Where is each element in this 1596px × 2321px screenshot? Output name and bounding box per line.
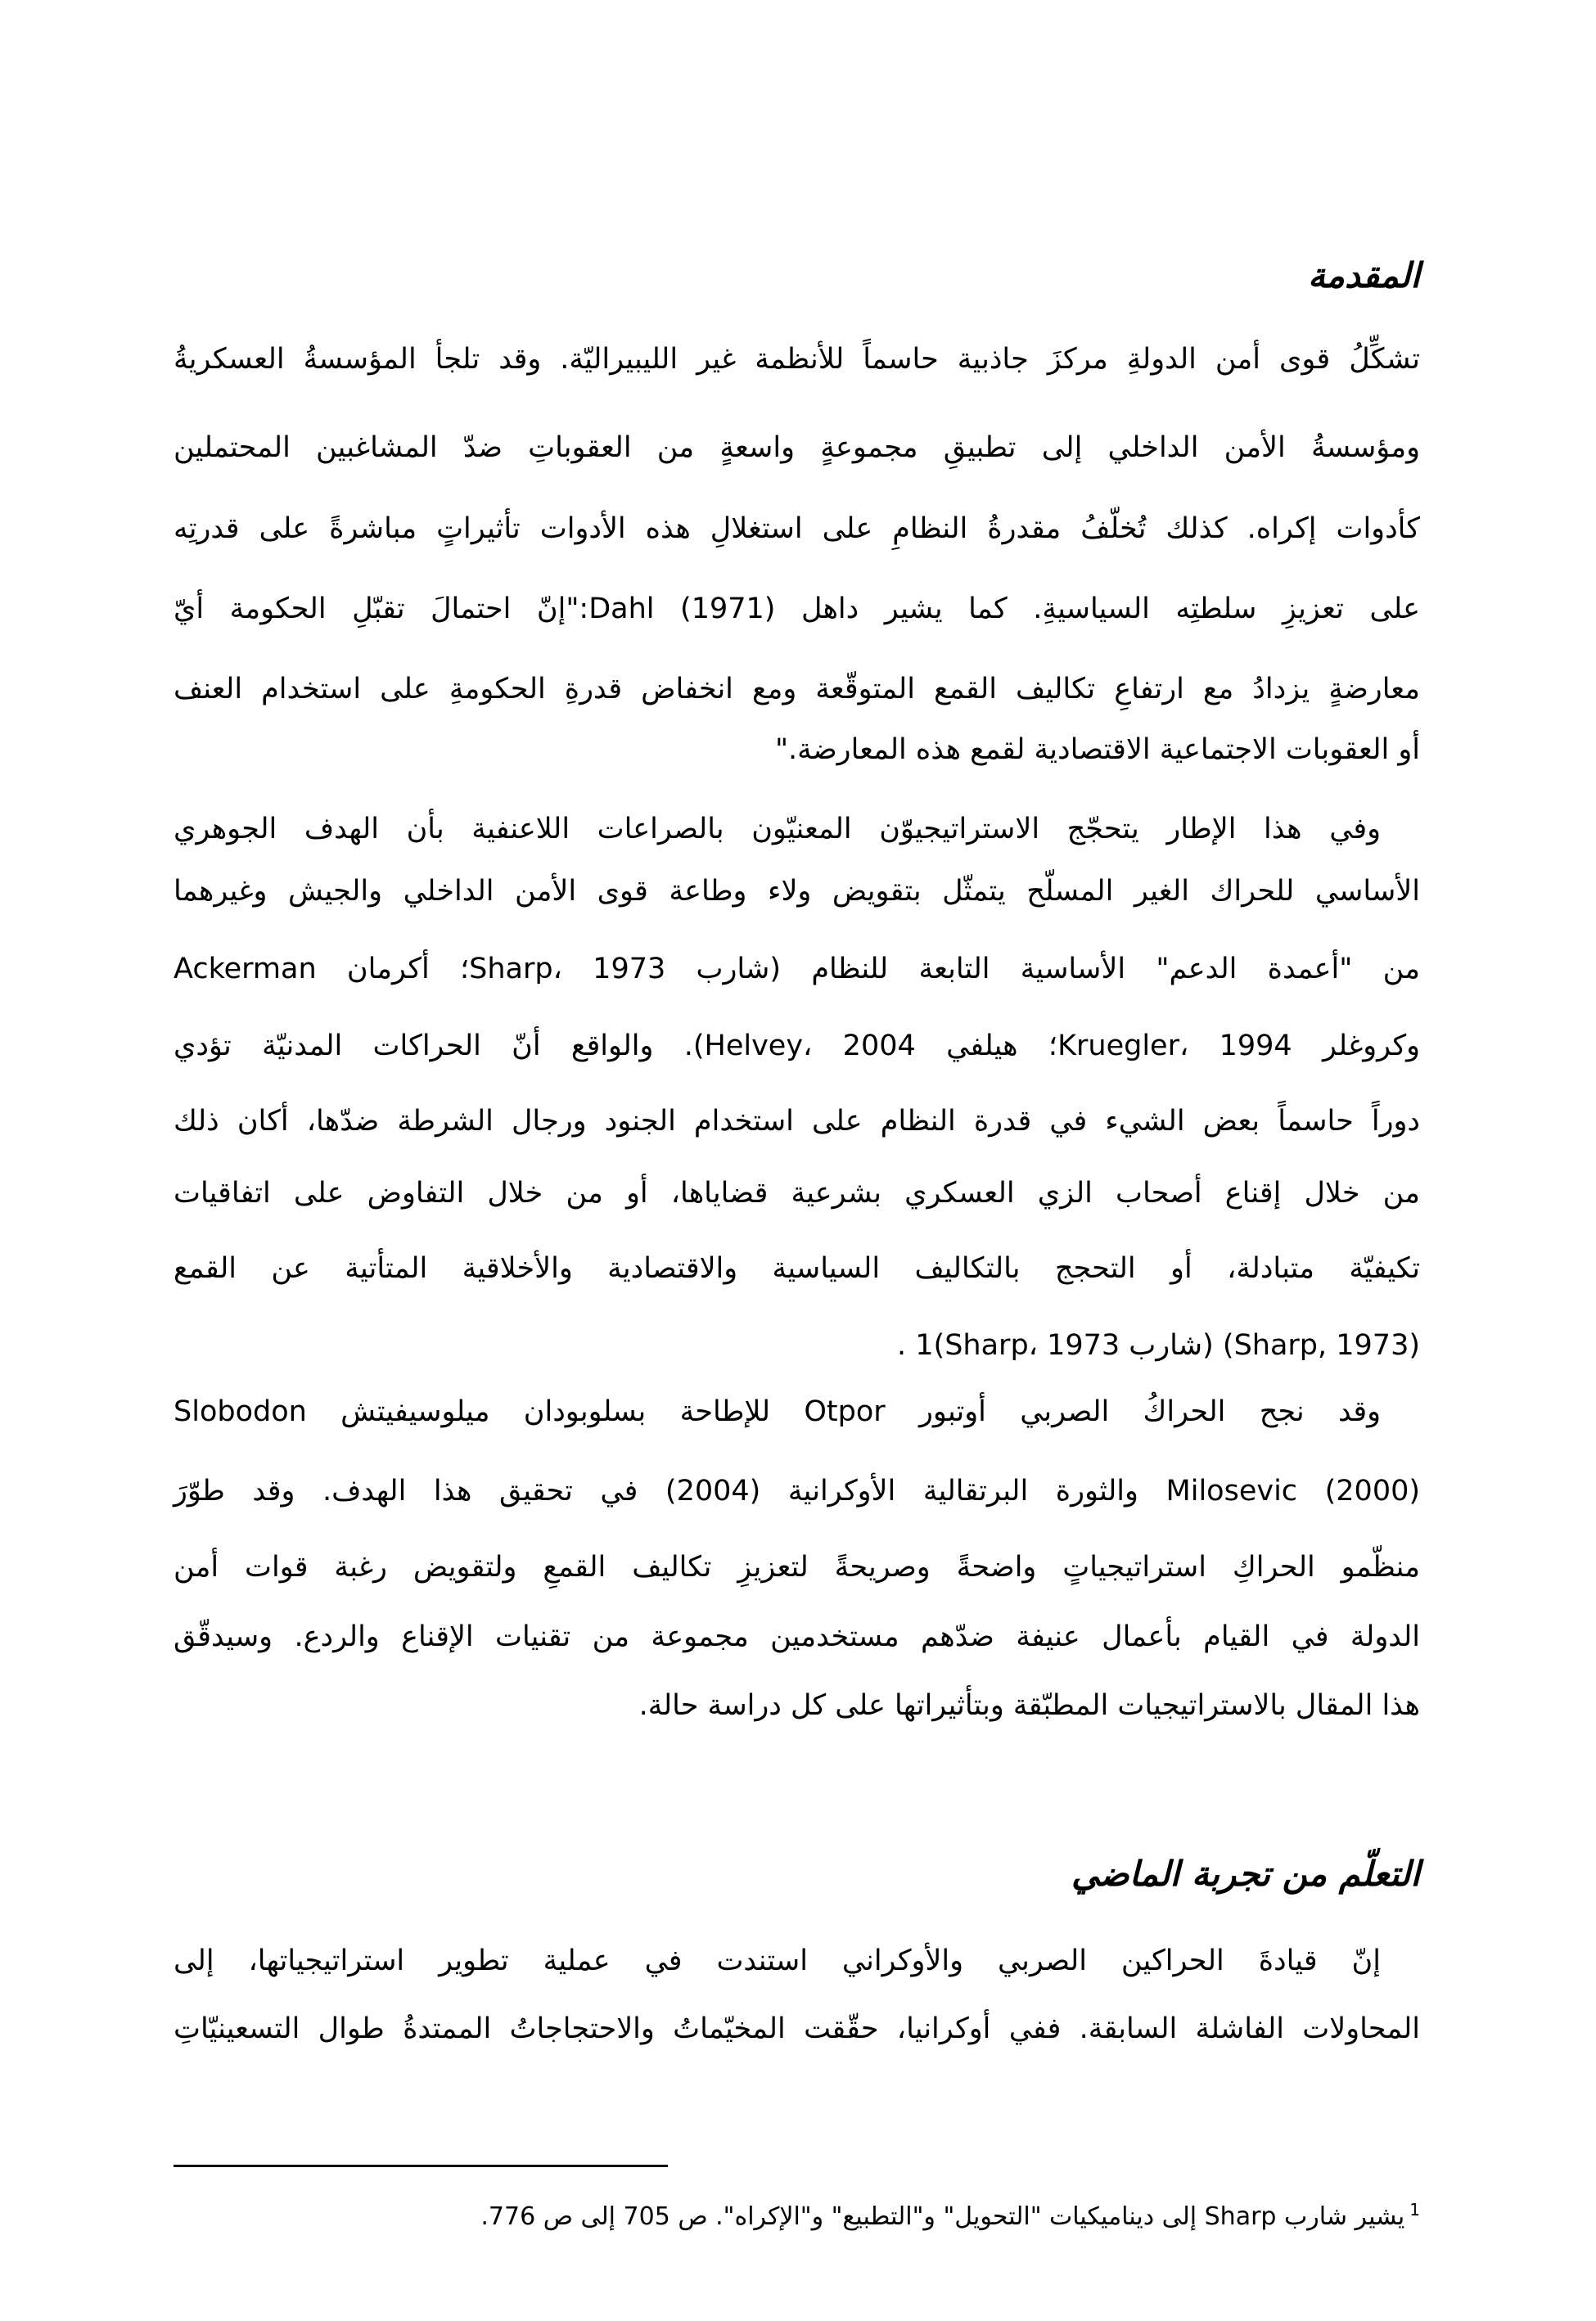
- footnote-separator: [174, 2165, 668, 2167]
- paragraph-line: هذا المقال بالاستراتيجيات المطبّقة وبتأثيراتها على كل دراسة حالة.: [638, 1689, 1420, 1722]
- paragraph-line: الدولة في القيام بأعمال عنيفة ضدّهم مستخدمين مجموعة من تقنيات الإقناع والردع. وسيدقّق: [174, 1620, 1420, 1653]
- paragraph-line: (Sharp, 1973) (شارب Sharp، 1973)1 .: [897, 1329, 1420, 1362]
- paragraph-line: وكروغلر Kruegler، 1994؛ هيلفي Helvey، 2004). والواقع أنّ الحراكات المدنيّة تؤدي: [174, 1030, 1421, 1062]
- paragraph-line: المحاولات الفاشلة السابقة. ففي أوكرانيا، حقّقت المخيّماتُ والاحتجاجاتُ الممتدةُ طوال التسعينيّاتِ: [174, 2012, 1420, 2045]
- paragraph-line: على تعزيزِ سلطتِه السياسيةِ. كما يشير داهل Dahl (1971):"إنّ احتمالَ تقبّلِ الحكومة أيّ: [174, 593, 1421, 625]
- paragraph-line: ومؤسسةُ الأمن الداخلي إلى تطبيقِ مجموعةٍ واسعةٍ من العقوباتِ ضدّ المشاغبين المحتملين: [174, 431, 1420, 464]
- footnote: [480, 2193, 1420, 2233]
- paragraph-line: تكيفيّة متبادلة، أو التحجج بالتكاليف السياسية والاقتصادية والأخلاقية المتأتية عن القمع: [174, 1252, 1420, 1285]
- paragraph-line: من "أعمدة الدعم" الأساسية التابعة للنظام (شارب Sharp، 1973؛ أكرمان Ackerman: [174, 953, 1420, 985]
- paragraph-line: منظّمو الحراكِ استراتيجياتٍ واضحةً وصريحةً لتعزيزِ تكاليف القمعِ ولتقويض رغبة قوات أمن: [174, 1551, 1420, 1584]
- paragraph-line: إنّ قيادةَ الحراكين الصربي والأوكراني استندت في عملية تطوير استراتيجياتها، إلى: [174, 1945, 1381, 1977]
- paragraph-line: وفي هذا الإطار يتحجّج الاستراتيجيوّن المعنيّون بالصراعات اللاعنفية بأن الهدف الجوهري: [174, 813, 1381, 845]
- paragraph-line: أو العقوبات الاجتماعية الاقتصادية لقمع هذه المعارضة.": [774, 733, 1420, 766]
- paragraph-line: كأدوات إكراه. كذلك تُخلّفُ مقدرةُ النظامِ على استغلالِ هذه الأدوات تأثيراتٍ مباشرةً على قدرتِه: [174, 512, 1420, 545]
- paragraph-line: معارضةٍ يزدادُ مع ارتفاعِ تكاليف القمع المتوقّعة ومع انخفاض قدرةِ الحكومةِ على استخدام العنف: [174, 673, 1420, 705]
- section-heading-introduction: المقدمة: [1307, 255, 1420, 295]
- paragraph-line: دوراً حاسماً بعض الشيء في قدرة النظام على استخدام الجنود ورجال الشرطة ضدّها، أكان ذلك: [174, 1105, 1420, 1138]
- paragraph-line: Milosevic (2000) والثورة البرتقالية الأوكرانية (2004) في تحقيق هذا الهدف. وقد طوّرَ: [174, 1475, 1421, 1508]
- footnote-marker: 1: [1409, 2200, 1420, 2220]
- section-heading-learning-from-past: التعلّم من تجربة الماضي: [1071, 1854, 1420, 1894]
- paragraph-line: تشكِّلُ قوى أمن الدولةِ مركزَ جاذبية حاسماً للأنظمة غير الليبيراليّة. وقد تلجأ المؤسسةُ العسكريةُ: [174, 343, 1420, 376]
- paragraph-line: من خلال إقناع أصحاب الزي العسكري بشرعية قضاياها، أو من خلال التفاوض على اتفاقيات: [174, 1177, 1420, 1210]
- paragraph-line: وقد نجح الحراكُ الصربي أوتبور Otpor للإطاحة بسلوبودان ميلوسيفيتش Slobodon: [174, 1395, 1381, 1428]
- footnote-text: يشير شارب Sharp إلى ديناميكيات "التحويل" و"التطبيع" و"الإكراه". ص 705 إلى ص 776.: [480, 2202, 1405, 2231]
- paragraph-line: الأساسي للحراك الغير المسلّح يتمثّل بتقويض ولاء وطاعة قوى الأمن الداخلي والجيش وغيرهما: [174, 875, 1420, 908]
